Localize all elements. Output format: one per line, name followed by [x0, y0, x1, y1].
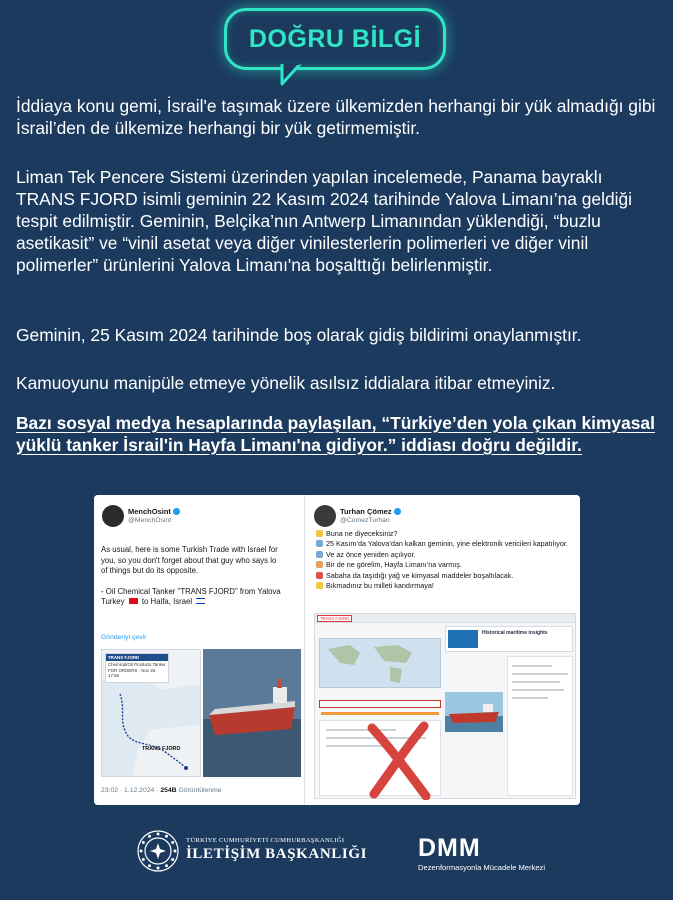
screenshot-ship-photo: [445, 692, 503, 732]
avatar: [314, 505, 336, 527]
tweet-menchosint: [94, 495, 305, 805]
tweet-text-line: you, so you don't forget about that guy who says lo: [101, 555, 277, 565]
screenshot-title: Historical maritime insights: [482, 630, 548, 636]
iletisim-baskanligi-logo: [136, 829, 368, 877]
ship-route-map: [101, 649, 201, 777]
ship-emoji-icon: [316, 540, 323, 547]
world-map-graphic: [320, 639, 442, 689]
vessel-info-card: [105, 653, 169, 683]
tweet-author-name: MenchOsint: [128, 507, 180, 516]
tweet-text: [316, 529, 574, 591]
tweet-text-line: Buna ne diyeceksiniz?: [316, 529, 574, 539]
false-claim-x-icon: [364, 720, 434, 800]
israel-flag-icon: [196, 598, 205, 604]
tweet-author-handle: @MenchOsint: [128, 517, 172, 524]
tweet-text-line: Ve az önce yeniden açılıyor.: [316, 550, 574, 560]
tweet-text-line: 25 Kasım’da Yalova’dan kalkan geminin, yine elektronik vericileri kapatılıyor.: [316, 539, 574, 549]
voyage-progress-bar: [321, 712, 439, 715]
tweet-author-handle: @ComezTurhan: [340, 517, 390, 524]
route-map-ship-label: TRANS FJORD: [142, 746, 181, 752]
screenshot-ship-tag: TRANS FJORD: [317, 615, 352, 622]
vessel-type: Chemical/Oil Products Tanker: [108, 662, 166, 668]
verified-badge-icon: [394, 508, 401, 515]
placeholder-line: [512, 689, 564, 691]
paragraph-4: Kamuoyunu manipüle etmeye yönelik asılsız iddialara itibar etmeyiniz.: [16, 373, 556, 393]
paragraph-1: İddiaya konu gemi, İsrail'e taşımak üzere ülkemizden herhangi bir yük almadığı gibi İsrail’den de ülkemize herhangi bir yük getirmemiştir.: [16, 96, 656, 138]
dmm-wordmark: DMM: [418, 834, 481, 862]
translate-post-link[interactable]: Gönderiyi çevir: [101, 634, 147, 641]
marinetraffic-logo-icon: [448, 630, 478, 648]
warning-emoji-icon: [316, 572, 323, 579]
ship-photo-graphic: [445, 692, 503, 732]
tweet-text-line: Bir de ne görelim, Hayfa Limanı’na varmış.: [316, 560, 574, 570]
screenshot-header: [445, 626, 573, 652]
placeholder-line: [512, 681, 560, 683]
vessel-status-row: FOR ORDERS · Nov 26, 17:56: [108, 667, 157, 679]
marine-traffic-screenshot: [314, 613, 576, 799]
avatar: [102, 505, 124, 527]
paragraph-2: Liman Tek Pencere Sistemi üzerinden yapılan incelemede, Panama bayraklı TRANS FJORD isimli geminin 22 Kasım 2024 tarihinde Yalova Limanı’na geldiği tespit edilmiştir. Geminin, Belçika’nın Antwerp Limanından yüklendiği, “buzlu asetikasit” ve “vinil asetat veya diğer vinilesterlerin polimerleri ve diğer vinil polimerler” ürünlerini Yalova Limanı'na boşalttığı belirlenmiştir.: [16, 167, 633, 275]
tweet-text: [101, 545, 305, 608]
badge-label: DOĞRU BİLGİ: [248, 24, 422, 53]
placeholder-line: [512, 697, 548, 699]
tweet-text-line: Turkey to Haifa, Israel: [101, 597, 305, 608]
tweet-text-line: Sabaha da taşıdığı yağ ve kimyasal maddeler boşaltılacak.: [316, 571, 574, 581]
tweet-text-line: of things but do its opposite.: [101, 566, 199, 575]
tweet-text-line: Bıkmadınız bu milleti kandırmaya!: [316, 581, 574, 591]
placeholder-line: [512, 673, 568, 675]
dogru-bilgi-badge: [224, 8, 446, 86]
thinking-emoji-icon: [316, 530, 323, 537]
tweet-meta: 23:02 · 1.12.2024 · 254B Görüntülenme: [101, 787, 222, 794]
antenna-emoji-icon: [316, 551, 323, 558]
tanker-ship-graphic: [203, 649, 301, 777]
tweet-comezturhan: [306, 495, 580, 805]
paragraph-3: Geminin, 25 Kasım 2024 tarihinde boş olarak gidiş bildirimi onaylanmıştır.: [16, 325, 582, 345]
screenshot-details-panel: [507, 656, 573, 796]
claim-verdict: Bazı sosyal medya hesaplarında paylaşılan, “Türkiye’den yola çıkan kimyasal yüklü tanker İsrail'in Hayfa Limanı'na gidiyor.” iddiası doğru değildir.: [16, 413, 655, 455]
org-parent-name: TÜRKİYE CUMHURİYETİ CUMHURBAŞKANLIĞI: [186, 837, 345, 844]
turkey-flag-icon: [129, 598, 138, 604]
screenshot-map: [319, 638, 441, 688]
tweet-text-line: As usual, here is some Turkish Trade with Israel for: [101, 545, 278, 554]
placeholder-line: [512, 665, 552, 667]
claim-screenshots: [94, 495, 580, 805]
tweet-text-line: - Oil Chemical Tanker "TRANS FJORD" from Yalova: [101, 586, 281, 596]
verified-badge-icon: [173, 508, 180, 515]
port-emoji-icon: [316, 561, 323, 568]
org-name: İLETİŞİM BAŞKANLIĞI: [186, 846, 368, 862]
highlight-box: [319, 700, 441, 708]
bulb-emoji-icon: [316, 582, 323, 589]
presidency-emblem-icon: [136, 829, 180, 873]
tweet-author-name: Turhan Çömez: [340, 507, 401, 516]
vessel-name: TRANS FJORD: [106, 654, 168, 661]
dmm-logo: [418, 836, 568, 876]
screenshot-toolbar: [315, 614, 576, 623]
dmm-full-name: Dezenformasyonla Mücadele Merkezi: [418, 863, 546, 872]
tanker-photo: [203, 649, 301, 777]
